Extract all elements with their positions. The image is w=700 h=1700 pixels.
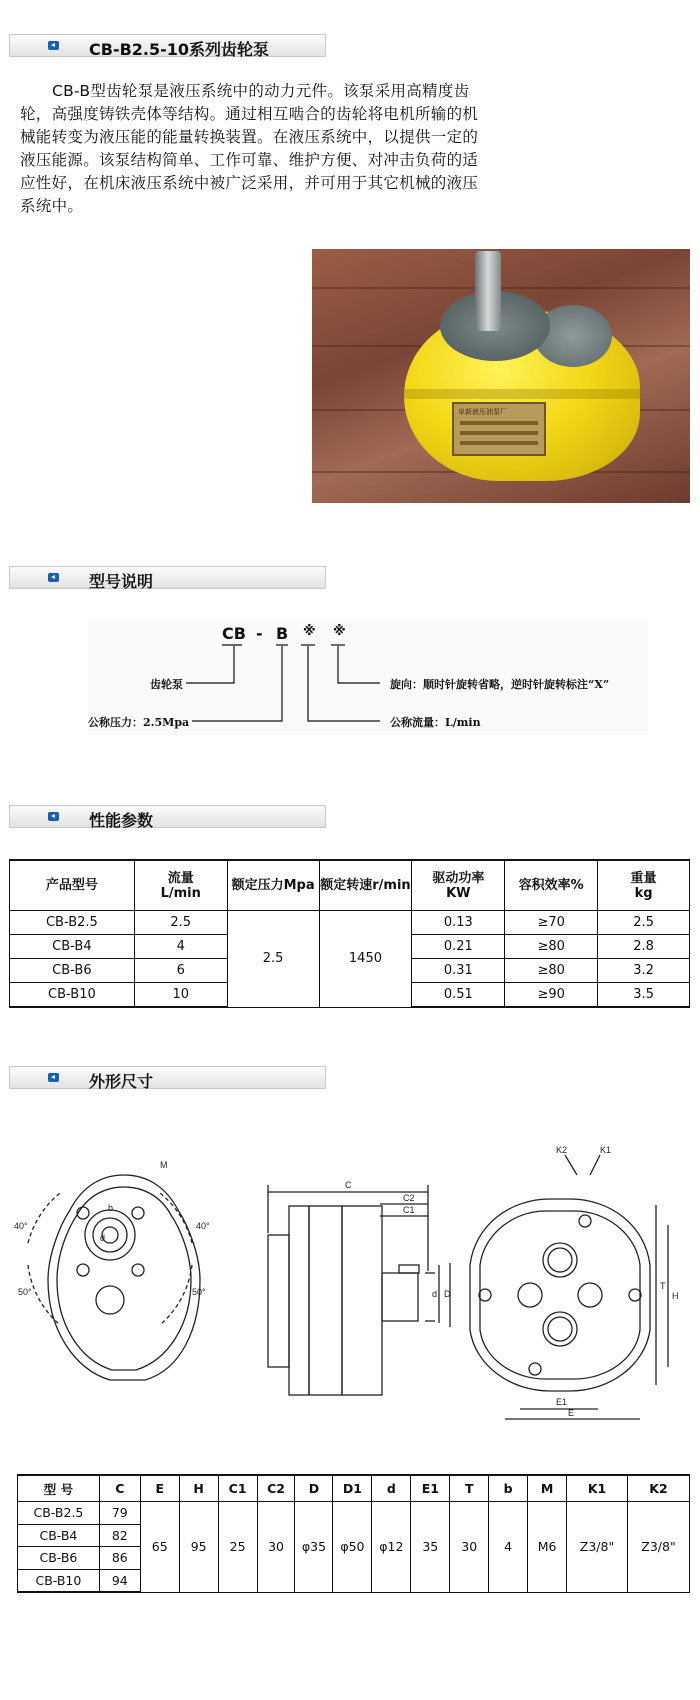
drawing-label-d-front: d [100, 1233, 106, 1243]
cell-flow: 2.5 [134, 911, 227, 935]
col-header: T [450, 1475, 489, 1502]
side-view [268, 1185, 450, 1395]
nameplate [452, 402, 546, 456]
cell-efficiency: ≥70 [505, 911, 598, 935]
col-header: 重量 kg [598, 860, 690, 911]
cell-rated-speed: 1450 [319, 911, 412, 1008]
col-header: K1 [567, 1475, 628, 1502]
section-header-dimensions [9, 1066, 326, 1089]
cell-k2: Z3/8" [627, 1502, 689, 1593]
bullet-arrow-icon [48, 1073, 59, 1082]
col-header: E [140, 1475, 179, 1502]
col-header: 型 号 [18, 1475, 100, 1502]
performance-table [9, 859, 690, 1008]
code-b: B [276, 624, 289, 643]
cell-power: 0.51 [412, 983, 505, 1008]
col-header: d [372, 1475, 411, 1502]
code-mark-flow: ※ [303, 624, 316, 639]
bullet-arrow-icon [48, 573, 59, 582]
dimensions-table [17, 1474, 690, 1593]
col-header: H [179, 1475, 218, 1502]
cell-model: CB-B4 [18, 1524, 100, 1547]
label-gear-pump: 齿轮泵 [150, 678, 183, 691]
col-header: K2 [627, 1475, 689, 1502]
label-nominal-pressure: 公称压力：2.5Mpa [88, 716, 190, 729]
cell-b: 4 [489, 1502, 528, 1593]
nameplate-text: 阜新液压油泵厂 [458, 408, 507, 416]
intro-paragraph: CB-B型齿轮泵是液压系统中的动力元件。该泵采用高精度齿轮，高强度铸铁壳体等结构。通过相互啮合的齿轮将电机所输的机械能转变为液压能的能量转换装置。在液压系统中，以提供一定的液压能源。该泵结构简单、工作可靠、维护方便、对冲击负荷的适应性好，在机床液压系统中被广泛采用，并可用于其它机械的液压系统中。 [20, 82, 479, 215]
front-view [28, 1175, 200, 1380]
cell-c2: 30 [257, 1502, 295, 1593]
section-title: 型号说明 [89, 572, 154, 591]
section-title: 性能参数 [89, 811, 154, 830]
cell-model: CB-B2.5 [10, 911, 135, 935]
cell-model: CB-B10 [18, 1569, 100, 1592]
cell-c: 94 [99, 1569, 140, 1592]
cell-c: 86 [99, 1547, 140, 1570]
cell-d-upper: φ35 [295, 1502, 333, 1593]
code-mark-rotation: ※ [333, 624, 346, 639]
drawing-label-d-side: d [432, 1289, 438, 1299]
col-header: E1 [411, 1475, 450, 1502]
drawing-label-c1: C1 [403, 1205, 415, 1215]
cell-flow: 4 [134, 935, 227, 959]
drawing-label-40-right: 40° [196, 1221, 210, 1231]
drawing-label-50-right: 50° [192, 1287, 206, 1297]
code-cb: CB [222, 624, 246, 643]
cell-m: M6 [528, 1502, 567, 1593]
cell-model: CB-B2.5 [18, 1502, 100, 1525]
drawing-label-k1: K1 [600, 1145, 612, 1155]
section-header-performance [9, 805, 326, 828]
drawing-label-t: T [660, 1281, 666, 1291]
col-header: D [295, 1475, 333, 1502]
section-header-series [9, 34, 326, 57]
section-title: CB-B2.5-10系列齿轮泵 [89, 40, 270, 59]
label-nominal-flow: 公称流量：L/min [390, 716, 481, 729]
cell-flow: 6 [134, 959, 227, 983]
drawing-label-k2: K2 [556, 1145, 568, 1155]
cell-efficiency: ≥80 [505, 935, 598, 959]
cell-weight: 3.2 [598, 959, 690, 983]
code-dash: - [256, 624, 263, 643]
col-header: 驱动功率 KW [412, 860, 505, 911]
cell-model: CB-B6 [18, 1547, 100, 1570]
bullet-arrow-icon [48, 812, 59, 821]
col-header: D1 [333, 1475, 372, 1502]
cell-efficiency: ≥80 [505, 959, 598, 983]
dimension-drawing [0, 1115, 700, 1425]
col-header: 产品型号 [10, 860, 135, 911]
drawing-label-e1: E1 [556, 1397, 568, 1407]
cell-t: 30 [450, 1502, 489, 1593]
col-header: b [489, 1475, 528, 1502]
drawing-label-m: M [160, 1160, 168, 1170]
table-row [10, 911, 690, 935]
model-code-diagram [88, 620, 648, 735]
drawing-label-e: E [568, 1408, 575, 1418]
cell-e: 65 [140, 1502, 179, 1593]
cell-model: CB-B10 [10, 983, 135, 1008]
col-header: 容积效率% [505, 860, 598, 911]
cell-weight: 3.5 [598, 983, 690, 1008]
col-header: C [99, 1475, 140, 1502]
cell-efficiency: ≥90 [505, 983, 598, 1008]
cell-e1: 35 [411, 1502, 450, 1593]
pump-shaft [475, 251, 501, 331]
cell-weight: 2.5 [598, 911, 690, 935]
drawing-label-c: C [345, 1180, 352, 1190]
cell-power: 0.13 [412, 911, 505, 935]
drawing-label-h: H [672, 1291, 679, 1301]
drawing-label-50-left: 50° [18, 1287, 32, 1297]
table-row [18, 1502, 690, 1525]
cell-h: 95 [179, 1502, 218, 1593]
label-rotation: 旋向：顺时针旋转省略，逆时针旋转标注“X” [390, 678, 610, 691]
col-header: 流量 L/min [134, 860, 227, 911]
col-header: C1 [218, 1475, 257, 1502]
drawing-label-c2: C2 [403, 1193, 415, 1203]
cell-k1: Z3/8" [567, 1502, 628, 1593]
drawing-label-b: b [108, 1203, 114, 1213]
cell-model: CB-B6 [10, 959, 135, 983]
col-header: C2 [257, 1475, 295, 1502]
product-photo [312, 249, 690, 503]
cell-model: CB-B4 [10, 935, 135, 959]
drawing-label-40-left: 40° [14, 1221, 28, 1231]
cell-power: 0.21 [412, 935, 505, 959]
cell-rated-pressure: 2.5 [227, 911, 319, 1008]
cell-d-lower: φ12 [372, 1502, 411, 1593]
bullet-arrow-icon [48, 41, 59, 50]
drawing-label-D-side: D [444, 1289, 451, 1299]
section-title: 外形尺寸 [89, 1072, 154, 1091]
cell-flow: 10 [134, 983, 227, 1008]
cell-c1: 25 [218, 1502, 257, 1593]
cell-power: 0.31 [412, 959, 505, 983]
cell-c: 79 [99, 1502, 140, 1525]
cell-c: 82 [99, 1524, 140, 1547]
col-header: M [528, 1475, 567, 1502]
col-header: 额定转速r/min [319, 860, 412, 911]
cell-d1: φ50 [333, 1502, 372, 1593]
cell-weight: 2.8 [598, 935, 690, 959]
section-header-model [9, 566, 326, 589]
back-view [470, 1155, 668, 1419]
col-header: 额定压力Mpa [227, 860, 319, 911]
